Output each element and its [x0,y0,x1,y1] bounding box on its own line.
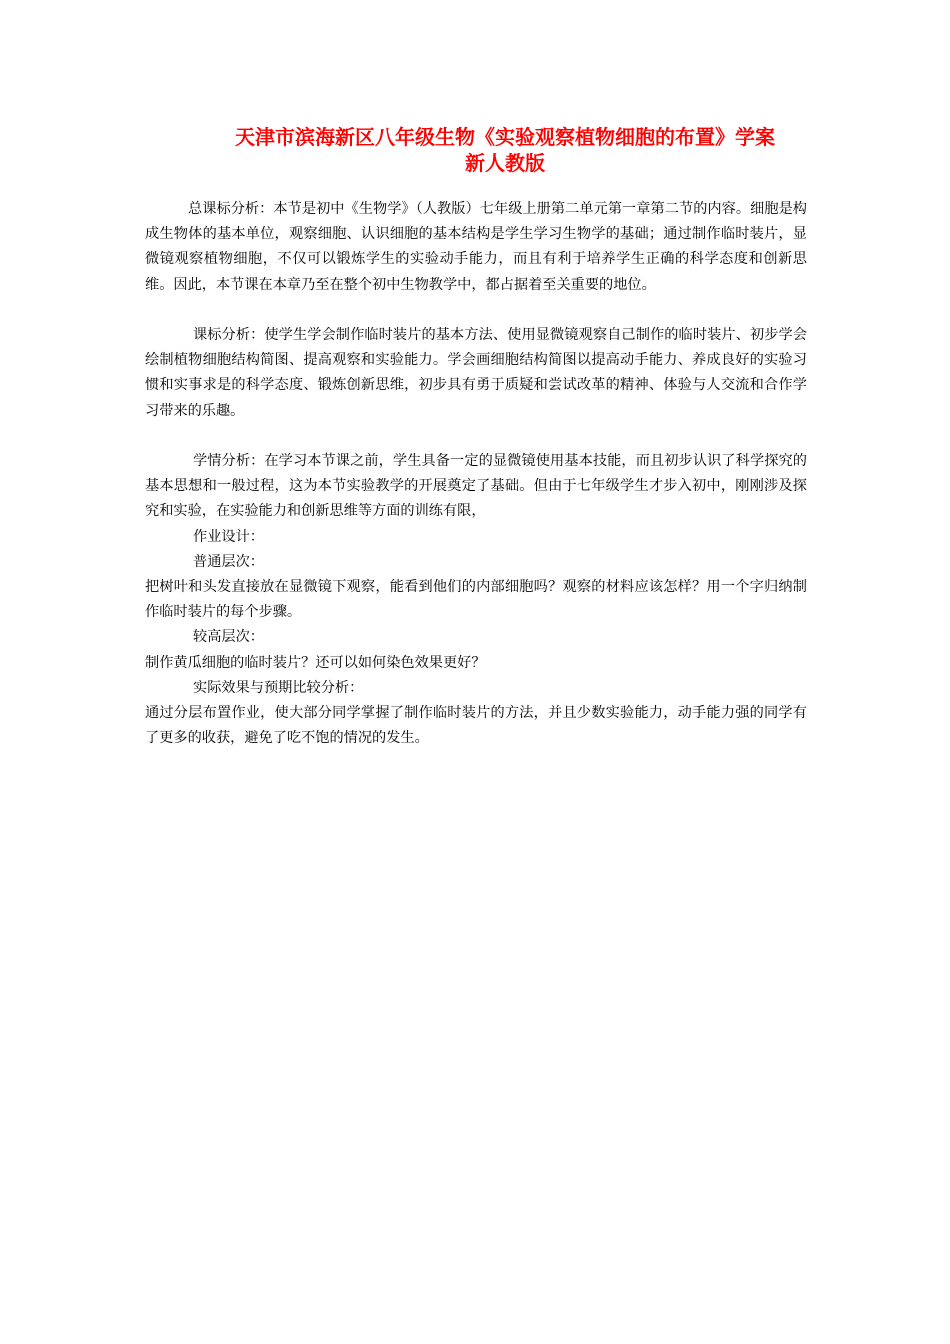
document-title-line-2: 新人教版 [465,151,545,175]
document-title-line-1: 天津市滨海新区八年级生物《实验观察植物细胞的布置》学案 [235,125,775,149]
normal-level-text: 把树叶和头发直接放在显微镜下观察，能看到他们的内部细胞吗？观察的材料应该怎样？用一个字归纳制作临时装片的每个步骤。 [145,579,807,621]
student-situation-paragraph: 学情分析：在学习本节课之前，学生具备一定的显微镜使用基本技能，而且初步认识了科学探究的基本思想和一般过程，这为本节实验教学的开展奠定了基础。但由于七年级学生才步入初中，刚刚涉及探究和实验，在实验能力和创新思维等方面的训练有限， [145,453,807,520]
homework-design-heading: 作业设计： [193,528,264,545]
paragraph-spacer [145,298,807,323]
paragraph-spacer [145,424,807,449]
advanced-level-text: 制作黄瓜细胞的临时装片？还可以如何染色效果更好？ [145,654,486,671]
advanced-level-heading: 较高层次： [193,629,264,646]
overall-analysis-paragraph: 总课标分析：本节是初中《生物学》（人教版）七年级上册第二单元第一章第二节的内容。细胞是构成生物体的基本单位，观察细胞、认识细胞的基本结构是学生学习生物学的基础；通过制作临时装片，显微镜观察植物细胞，不仅可以锻炼学生的实验动手能力，而且有利于培养学生正确的科学态度和创新思维。因此，本节课在本章乃至在整个初中生物教学中，都占据着至关重要的地位。 [145,201,807,293]
comparison-analysis-text: 通过分层布置作业，使大部分同学掌握了制作临时装片的方法，并且少数实验能力，动手能力强的同学有了更多的收获，避免了吃不饱的情况的发生。 [145,705,807,747]
standard-analysis-paragraph: 课标分析：使学生学会制作临时装片的基本方法、使用显微镜观察自己制作的临时装片、初步学会绘制植物细胞结构简图、提高观察和实验能力。学会画细胞结构简图以提高动手能力、养成良好的实验习惯和实事求是的科学态度、锻炼创新思维，初步具有勇于质疑和尝试改革的精神、体验与人交流和合作学习带来的乐趣。 [145,327,807,419]
normal-level-heading: 普通层次： [193,553,264,570]
document-body [145,197,807,751]
comparison-analysis-heading: 实际效果与预期比较分析： [193,679,364,696]
